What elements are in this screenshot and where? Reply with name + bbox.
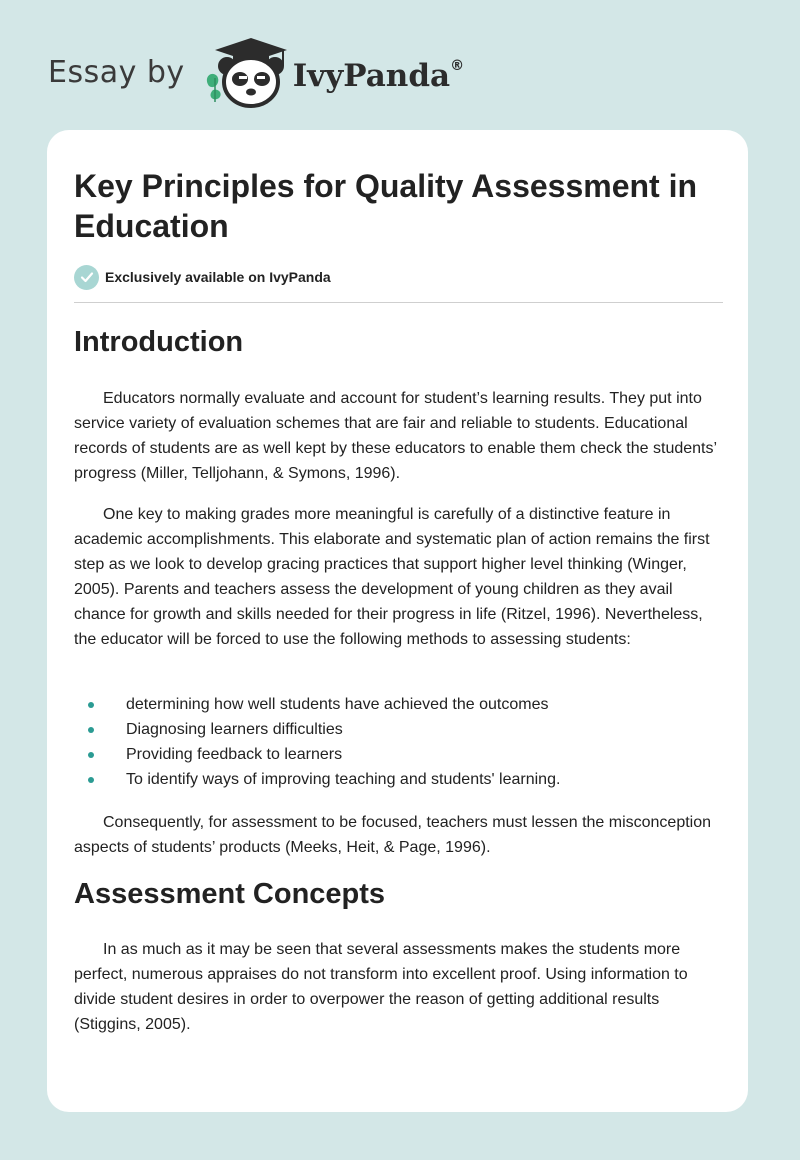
list-item (74, 742, 724, 767)
method-list (74, 692, 724, 792)
panda-logo-icon[interactable] (199, 36, 291, 108)
exclusive-badge (74, 264, 331, 290)
article-card (47, 130, 748, 1112)
brand-name[interactable] (293, 58, 464, 94)
bullet-dot-icon (88, 702, 94, 708)
paragraph: In as much as it may be seen that several assessments makes the students more perfect, numerous appraises do not transform into excellent proof. Using information to divide student desires in order to overpower the reason of getting additional results (Stiggins, 2005). (74, 941, 688, 1033)
section-heading-introduction: Introduction (74, 326, 244, 358)
paragraph: One key to making grades more meaningful is carefully of a distinctive feature in academic accomplishments. This elaborate and systematic plan of action remains the first step as we look to develop gracing practices that support higher level thinking (Winger, 2005). Parents and teachers assess the development of young children as they avail chance for growth and skills needed for their progress in life (Ritzel, 1996). Nevertheless, the educator will be forced to use the following methods to assessing students: (74, 506, 710, 648)
check-icon (74, 265, 99, 290)
bullet-dot-icon (88, 727, 94, 733)
article-title: Key Principles for Quality Assessment in Education (74, 168, 698, 244)
list-item-text: determining how well students have achieved the outcomes (126, 696, 549, 713)
bullet-dot-icon (88, 777, 94, 783)
list-item-text: Diagnosing learners difficulties (126, 721, 343, 738)
exclusive-text: Exclusively available on IvyPanda (105, 269, 331, 285)
list-item-text: To identify ways of improving teaching and students' learning. (126, 771, 561, 788)
list-item-text: Providing feedback to learners (126, 746, 343, 763)
bullet-dot-icon (88, 752, 94, 758)
section-heading-assessment-concepts: Assessment Concepts (74, 878, 386, 910)
brand-text: IvyPanda (292, 58, 451, 94)
paragraph: Educators normally evaluate and account for student’s learning results. They put into service variety of evaluation schemes that are fair and reliable to students. Educational records of students are as well kept by these educators to enable them check the students’ progress (Miller, Telljohann, & Symons, 1996). (74, 390, 717, 482)
list-item (74, 767, 724, 792)
list-item (74, 717, 724, 742)
divider (74, 302, 723, 303)
essay-by-label: Essay by (48, 54, 185, 90)
site-header (48, 36, 464, 108)
list-item (74, 692, 724, 717)
paragraph: Consequently, for assessment to be focused, teachers must lessen the misconception aspects of students’ products (Meeks, Heit, & Page, 1996). (74, 814, 712, 856)
registered-mark: ® (450, 58, 465, 74)
